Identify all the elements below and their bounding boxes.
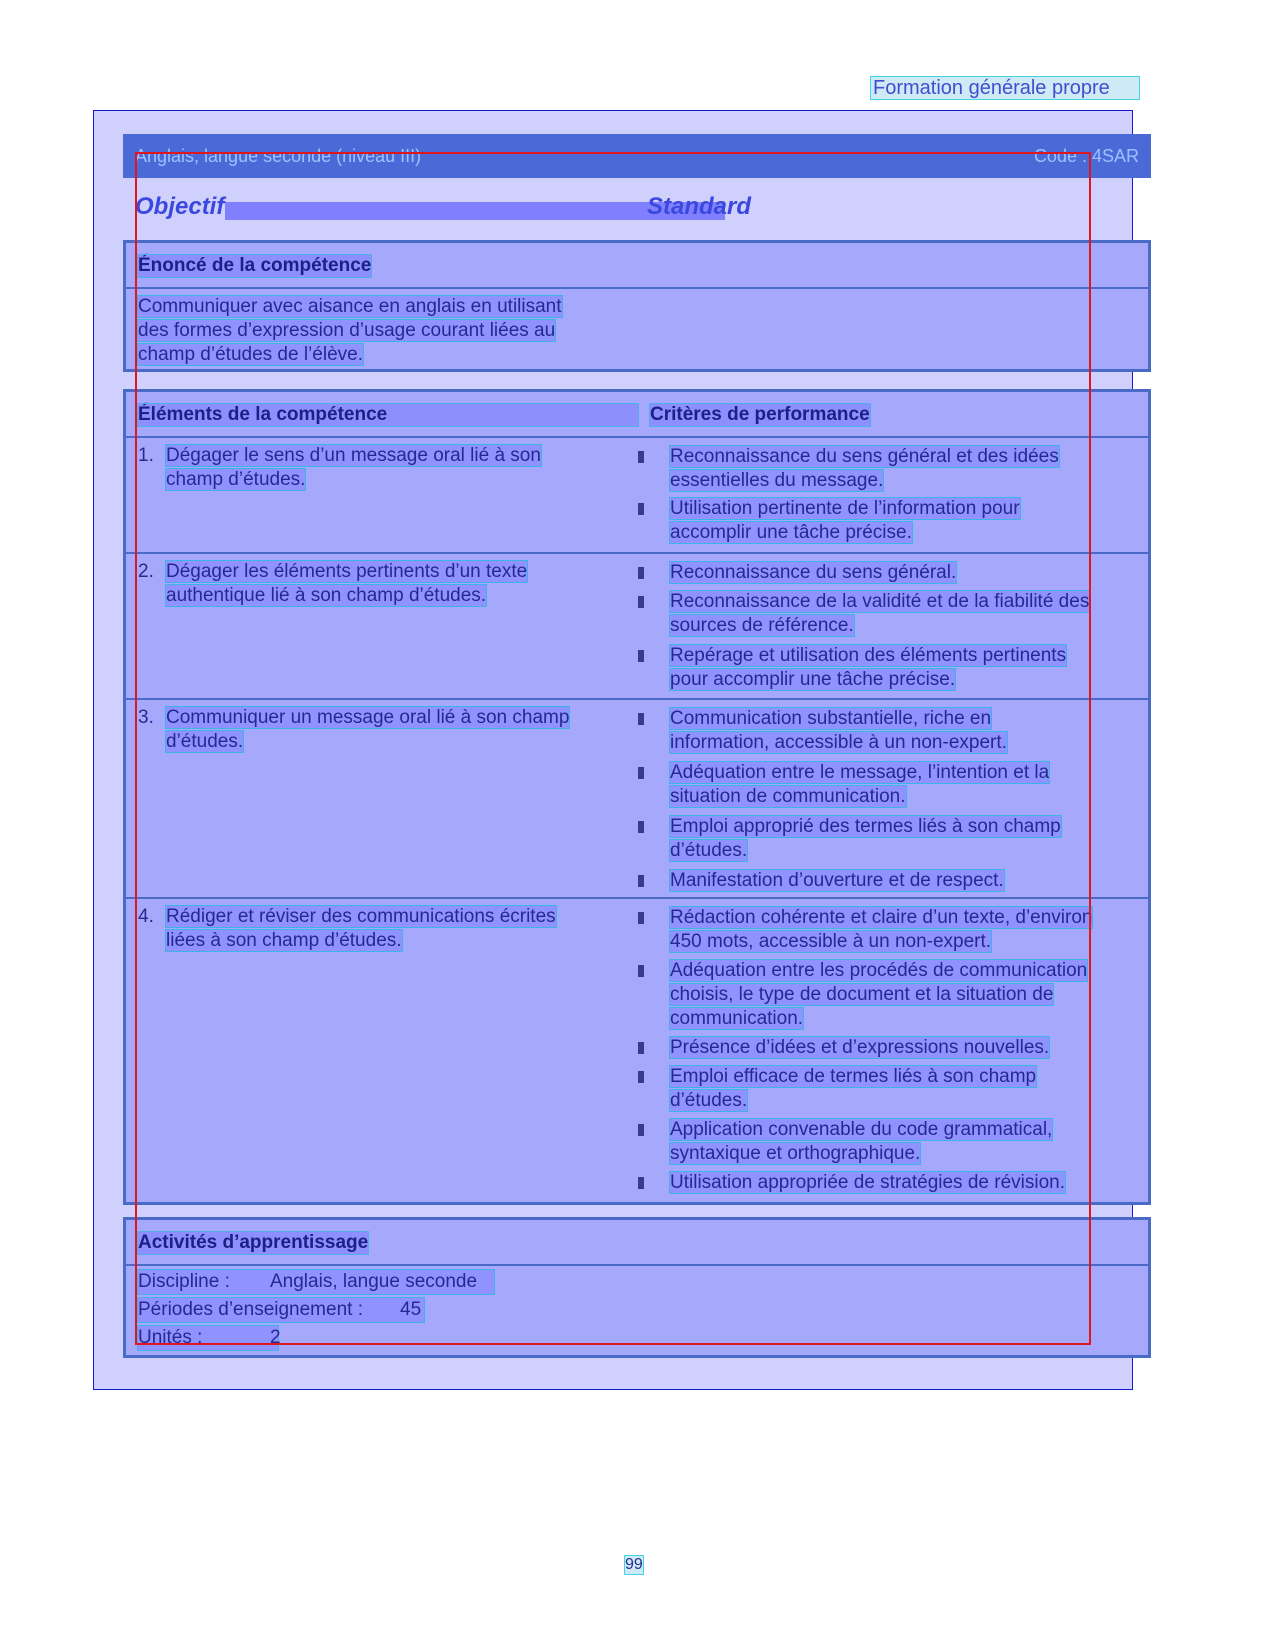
enonce-title: Énoncé de la compétence (138, 255, 372, 276)
objectif-heading: Objectif (135, 193, 225, 220)
unites-row: Unités : 2 (138, 1327, 281, 1348)
activites-title: Activités d’apprentissage (138, 1232, 369, 1253)
column-headings (135, 190, 1135, 224)
discipline-row: Discipline : Anglais, langue seconde (138, 1270, 494, 1294)
periodes-row: Périodes d’enseignement : 45 (138, 1298, 424, 1322)
course-title: Anglais, langue seconde (niveau III) (135, 146, 422, 166)
enonce-text: Communiquer avec aisance en anglais en utilisant des formes d’expression d’usage courant liées au champ d’études de l’élève. (138, 296, 562, 365)
standard-heading: Standard (647, 193, 752, 220)
elements-title: Éléments de la compétence (138, 404, 638, 426)
elements-box: Éléments de la compétence Critères de performance 1. Dégager le sens d’un message oral lié à son champ d’études. Reconnaissance du sens général et des idées essentielles du message. Utilisation pertinente de l’information pour accomplir une tâche précise. 2. Dégager les éléments pertinents d’un texte authentique lié à son champ d’études. Reconnaissance du sens général. Reconnaissance de la validité et de la fiabilité des sources de référence. Repérage et utilisation des éléments pertinents pour accomplir une tâche précise. 3. Communiquer un message oral lié à son champ d’études. Communication substantielle, riche en information, accessible à un non-expert. Adéquation entre le message, l’intention et la situation de communication. Emploi approprié des termes liés à son champ d’études. Manifestation d’ouverture et de respect. 4. Rédiger et réviser des communications écrites liées à son champ d’études. Rédaction cohérente et claire d’un texte, d’environ 450 mots, accessible à un non-expert. Adéquation entre les procédés de communication choisis, le type de document et la situation de communication. Présence d’idées et d’expressions nouvelles. Emploi efficace de termes liés à son champ d’études. Application convenable du code grammatical, syntaxique et orthographique. Utilisation appropriée de stratégies de révision. (123, 389, 1151, 1205)
page-number: 99 (625, 1556, 643, 1573)
criteria-title: Critères de performance (650, 404, 870, 425)
top-note: Formation générale propre (870, 76, 1140, 100)
header-bar (123, 134, 1151, 178)
course-code: Code : 4SAR (1033, 146, 1139, 166)
activites-box (123, 1217, 1151, 1358)
enonce-box (123, 240, 1151, 372)
